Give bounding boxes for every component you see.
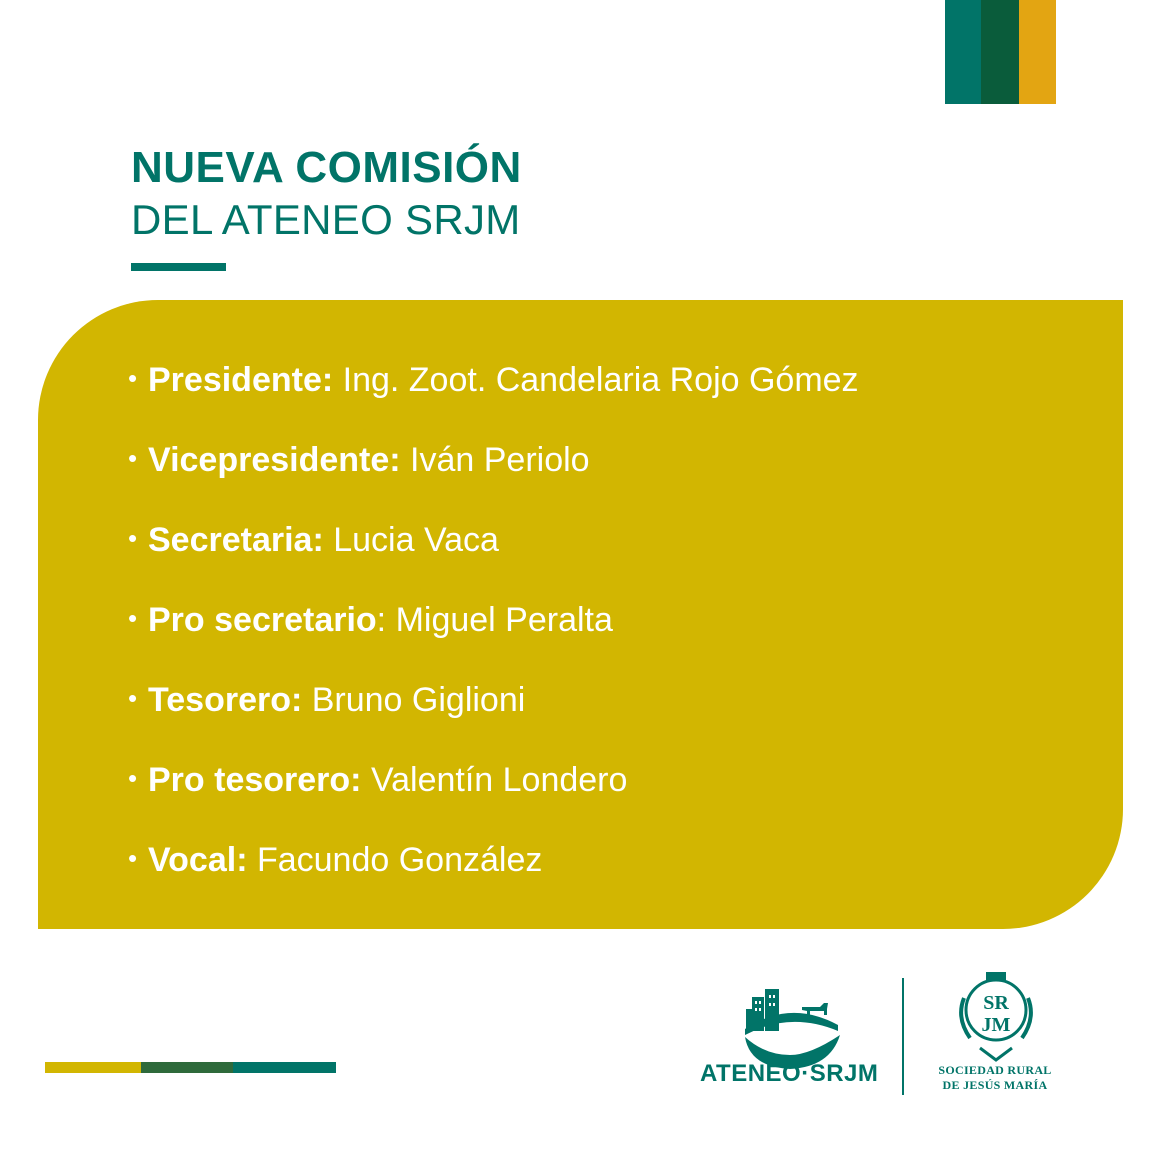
sociedad-rural-crest-icon xyxy=(940,968,1052,1068)
crest-monogram-top: SR xyxy=(983,992,1009,1014)
stripe-orange xyxy=(1019,0,1056,104)
member-name: Iván Periolo xyxy=(400,441,590,479)
bar-dark-green xyxy=(141,1062,233,1073)
list-item xyxy=(128,512,859,592)
top-color-stripes xyxy=(945,0,1056,104)
bullet: • xyxy=(128,843,138,873)
member-role: Vicepresidente: xyxy=(148,441,401,479)
member-role: Pro tesorero: xyxy=(148,761,362,799)
member-name: Bruno Giglioni xyxy=(302,681,526,719)
member-name: : Miguel Peralta xyxy=(376,601,613,639)
bullet: • xyxy=(128,443,138,473)
bullet: • xyxy=(128,603,138,633)
list-item xyxy=(128,432,859,512)
members-list xyxy=(128,352,859,912)
member-role: Tesorero: xyxy=(148,681,303,719)
title-underline xyxy=(131,263,226,271)
member-name: Lucia Vaca xyxy=(323,521,499,559)
bullet: • xyxy=(128,683,138,713)
member-role: Vocal: xyxy=(148,841,248,879)
logo-divider xyxy=(902,978,904,1095)
ateneo-logo-text: ATENEO·SRJM xyxy=(700,1060,879,1087)
list-item xyxy=(128,592,859,672)
list-item xyxy=(128,752,859,832)
member-name: Ing. Zoot. Candelaria Rojo Gómez xyxy=(333,361,859,399)
member-name: Valentín Londero xyxy=(361,761,628,799)
list-item xyxy=(128,672,859,752)
stripe-dark-green xyxy=(981,0,1019,104)
title-line-2: DEL ATENEO SRJM xyxy=(131,196,521,243)
sociedad-rural-line-1: SOCIEDAD RURAL xyxy=(938,1063,1052,1077)
footer-color-bar xyxy=(45,1062,336,1073)
bar-teal xyxy=(233,1062,336,1073)
bullet: • xyxy=(128,763,138,793)
member-role: Secretaria: xyxy=(148,521,324,559)
bar-mustard xyxy=(45,1062,141,1073)
bullet: • xyxy=(128,523,138,553)
sociedad-rural-name xyxy=(925,1063,1065,1093)
member-role: Presidente: xyxy=(148,361,334,399)
page-title xyxy=(131,142,522,246)
list-item xyxy=(128,832,859,912)
bullet: • xyxy=(128,363,138,393)
member-name: Facundo González xyxy=(247,841,543,879)
list-item xyxy=(128,352,859,432)
title-line-1: NUEVA COMISIÓN xyxy=(131,143,522,192)
stripe-teal xyxy=(945,0,981,104)
member-role: Pro secretario xyxy=(148,601,377,639)
sociedad-rural-line-2: DE JESÚS MARÍA xyxy=(942,1078,1048,1092)
crest-monogram-bottom: JM xyxy=(981,1014,1011,1036)
